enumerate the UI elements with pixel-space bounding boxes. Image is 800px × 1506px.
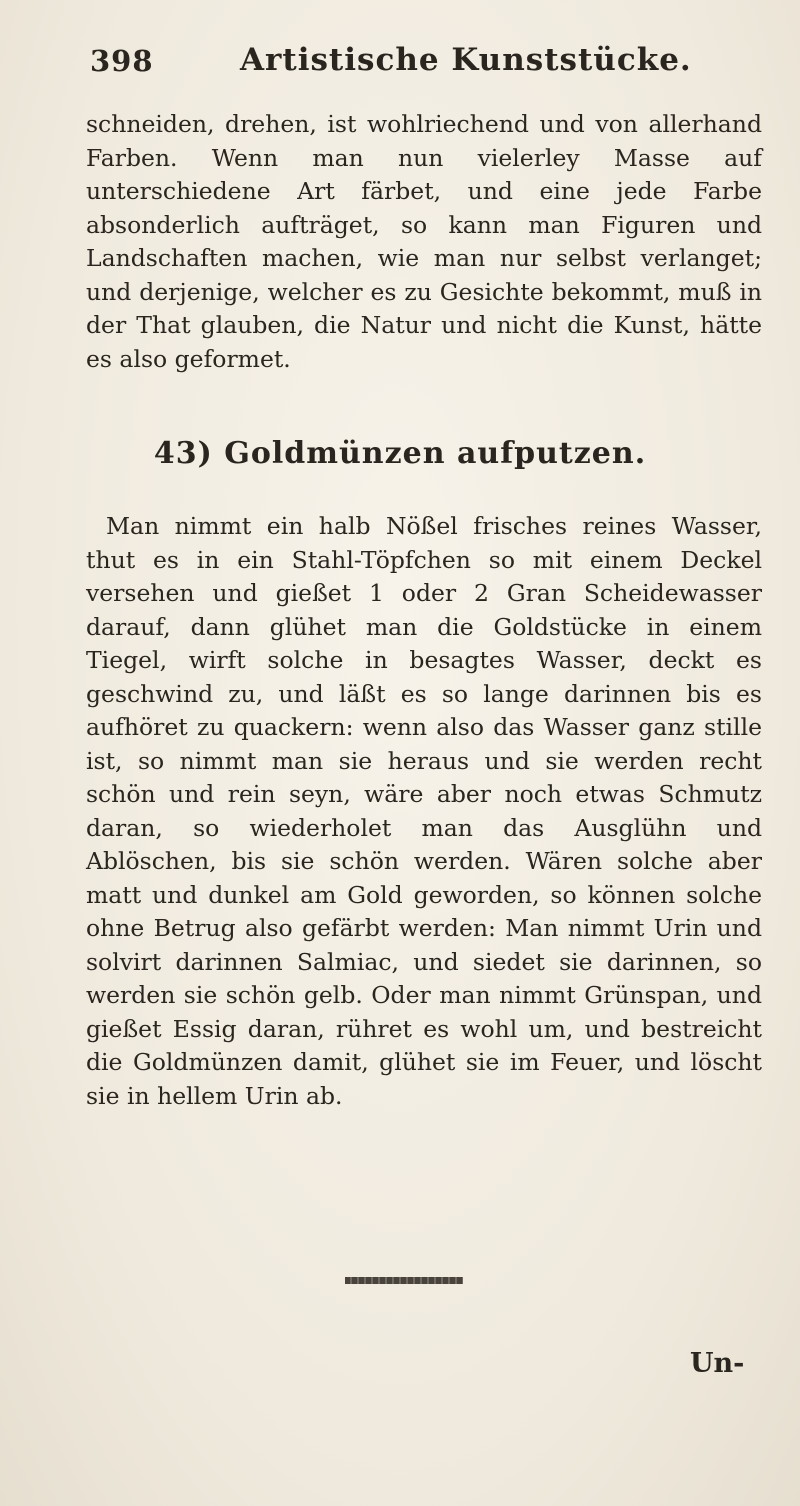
section-heading: 43) Goldmünzen aufputzen.: [153, 436, 647, 471]
page-number: 398: [90, 44, 154, 78]
catchword: Un-: [690, 1348, 745, 1379]
paragraph-1: schneiden, drehen, ist wohlriechend und von allerhand Farben. Wenn man nun vielerley Masse auf unterschiedene Art färbet, und eine jede Farbe absonderlich aufträget, so kann man Figuren und Landschaften machen, wie man nur selbst verlanget; und derjenige, welcher es zu Gesichte bekommt, muß in der That glauben, die Natur und nicht die Kunst, hätte es also geformet.: [86, 110, 762, 373]
section-divider-rule: [345, 1277, 463, 1284]
running-title: Artistische Kunststücke.: [240, 42, 692, 78]
page-header: [90, 44, 750, 88]
paragraph-2: Man nimmt ein halb Nößel frisches reines Wasser, thut es in ein Stahl-Töpfchen so mit einem Deckel versehen und gießet 1 oder 2 Gran Scheidewasser darauf, dann glühet man die Goldstücke in einem Tiegel, wirft solche in besagtes Wasser, deckt es geschwind zu, und läßt es so lange darinnen bis es aufhöret zu quackern: wenn also das Wasser ganz stille ist, so nimmt man sie heraus und sie werden recht schön und rein seyn, wäre aber noch etwas Schmutz daran, so wiederholet man das Ausglühn und Ablöschen, bis sie schön werden. Wären solche aber matt und dunkel am Gold geworden, so können solche ohne Betrug also gefärbt werden: Man nimmt Urin und solvirt darinnen Salmiac, und siedet sie darinnen, so werden sie schön gelb. Oder man nimmt Grünspan, und gießet Essig daran, rühret es wohl um, und bestreicht die Goldmünzen damit, glühet sie im Feuer, und löscht sie in hellem Urin ab.: [86, 512, 762, 1110]
